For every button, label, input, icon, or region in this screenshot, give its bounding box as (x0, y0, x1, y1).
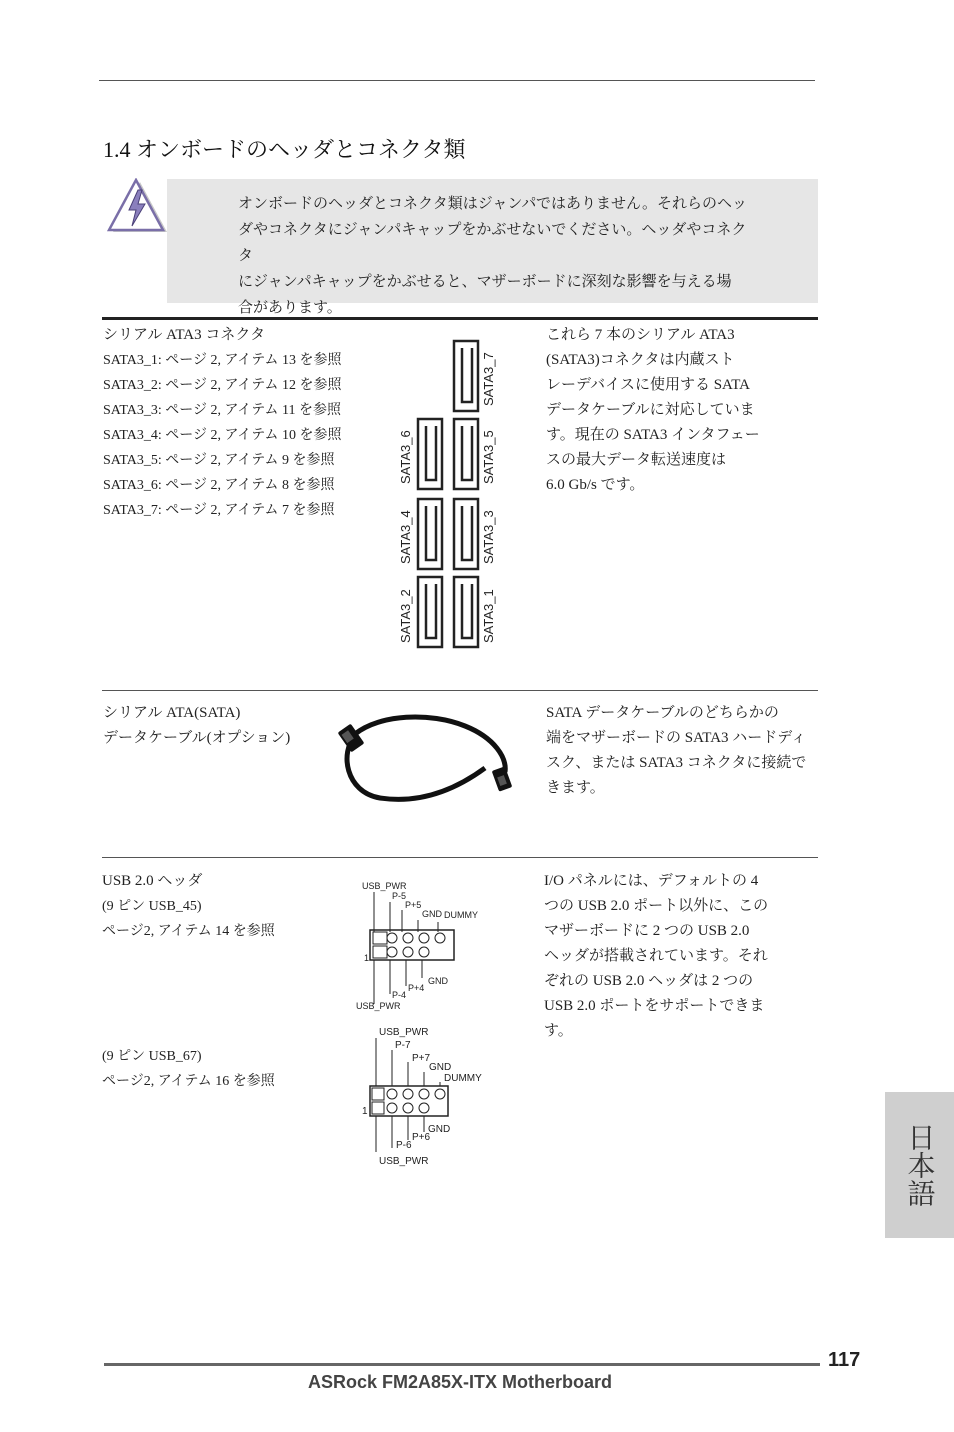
cable-description (546, 701, 806, 801)
usb-desc-line: ぞれの USB 2.0 ヘッダは 2 つの (544, 973, 754, 989)
warning-lightning-icon (107, 178, 169, 236)
sata-ref: SATA3_3: ページ 2, アイテム 11 を参照 (103, 403, 342, 418)
sata-section-rule (102, 317, 818, 320)
language-tab-label: 日本語 (903, 1123, 937, 1207)
warning-line: にジャンパキャップをかぶせると、マザーボードに深刻な影響を与える場 (238, 272, 732, 290)
usb67-ref: ページ2, アイテム 16 を参照 (102, 1074, 275, 1089)
cable-desc-line: SATA データケーブルのどちらかの (546, 705, 779, 721)
usb67-dummy: DUMMY (444, 1073, 482, 1084)
usb45-dummy: DUMMY (444, 910, 478, 920)
usb67-b-p-plus: P+6 (412, 1132, 431, 1143)
usb67-p-plus: P+7 (412, 1053, 431, 1064)
sata-cable-image (335, 712, 525, 804)
usb-desc-line: ヘッダが搭載されています。それ (544, 948, 768, 964)
sata-ref: SATA3_6: ページ 2, アイテム 8 を参照 (103, 478, 335, 493)
sata-label-4: SATA3_4 (398, 510, 413, 564)
usb-desc-line: す。 (544, 1023, 573, 1039)
usb45-b-pwr: USB_PWR (356, 1001, 401, 1011)
sata-ref-list (103, 323, 342, 523)
usb-desc-line: USB 2.0 ポートをサポートできま (544, 998, 765, 1014)
usb67-b-gnd: GND (428, 1124, 451, 1135)
cable-title-line: データケーブル(オプション) (103, 730, 291, 746)
footer-title: ASRock FM2A85X-ITX Motherboard (308, 1372, 613, 1392)
sata-desc-line: す。現在の SATA3 インタフェー (546, 427, 760, 443)
usb-refs-67 (102, 1044, 275, 1094)
usb67-gnd: GND (429, 1062, 452, 1073)
sata-desc-line: 6.0 Gb/s です。 (546, 477, 645, 493)
sata-ref: SATA3_2: ページ 2, アイテム 12 を参照 (103, 378, 342, 393)
sata-ref: SATA3_5: ページ 2, アイテム 9 を参照 (103, 453, 335, 468)
sata-label-1: SATA3_1 (481, 589, 496, 643)
sata-label-3: SATA3_3 (481, 510, 496, 564)
sata-connector-diagram (392, 336, 502, 654)
usb-refs-45 (102, 869, 275, 944)
usb45-top-pwr: USB_PWR (362, 881, 407, 891)
usb-desc-line: つの USB 2.0 ポート以外に、この (544, 898, 769, 914)
usb-desc-line: I/O パネルには、デフォルトの 4 (544, 873, 759, 889)
usb45-b-p-minus: P-4 (392, 990, 407, 1000)
warning-text (238, 190, 758, 320)
footer-rule (104, 1363, 820, 1366)
sata-ref: SATA3_4: ページ 2, アイテム 10 を参照 (103, 428, 342, 443)
sata-label-5: SATA3_5 (481, 430, 496, 484)
sata-label-7: SATA3_7 (481, 352, 496, 406)
sata-ref: SATA3_7: ページ 2, アイテム 7 を参照 (103, 503, 335, 518)
usb45-ref: ページ2, アイテム 14 を参照 (102, 924, 275, 939)
usb67-b-p-minus: P-6 (396, 1140, 412, 1151)
sata-title: シリアル ATA3 コネクタ (103, 327, 266, 343)
usb-description (544, 869, 768, 1044)
page-number: 117 (828, 1349, 861, 1371)
usb45-b-gnd: GND (428, 976, 448, 986)
warning-line: 合があります。 (238, 298, 342, 316)
usb45-p-minus: P-5 (392, 891, 407, 901)
cable-desc-line: スク、または SATA3 コネクタに接続で (546, 755, 807, 771)
usb67-b-pwr: USB_PWR (379, 1156, 429, 1167)
usb67-top-pwr: USB_PWR (379, 1027, 429, 1038)
cable-title (103, 701, 290, 751)
sata-desc-line: これら 7 本のシリアル ATA3 (546, 327, 735, 343)
sata-label-2: SATA3_2 (398, 589, 413, 643)
usb45-p-plus: P+5 (405, 900, 422, 910)
usb45-pins: (9 ピン USB_45) (102, 899, 202, 914)
usb67-pins: (9 ピン USB_67) (102, 1049, 202, 1064)
sata-desc-line: レーデバイスに使用する SATA (546, 377, 751, 393)
sata-desc-line: スの最大データ転送速度は (546, 452, 727, 468)
language-side-tab (885, 1092, 954, 1238)
cable-section-rule (102, 690, 818, 691)
usb45-gnd: GND (422, 909, 442, 919)
usb-desc-line: マザーボードに 2 つの USB 2.0 (544, 923, 750, 939)
usb-section-rule (102, 857, 818, 858)
usb45-b-p-plus: P+4 (408, 983, 425, 993)
sata-desc-line: (SATA3)コネクタは内蔵スト (546, 352, 735, 368)
sata-desc-line: データケーブルに対応していま (546, 402, 755, 418)
sata-ref: SATA3_1: ページ 2, アイテム 13 を参照 (103, 353, 342, 368)
cable-desc-line: きます。 (546, 780, 605, 796)
top-rule (99, 80, 815, 81)
usb67-p-minus: P-7 (395, 1040, 411, 1051)
usb67-pin1: 1 (362, 1106, 368, 1117)
usb45-header-diagram (352, 878, 492, 1014)
section-heading: 1.4 オンボードのヘッダとコネクタ類 (103, 137, 466, 162)
sata-label-6: SATA3_6 (398, 430, 413, 484)
usb-title: USB 2.0 ヘッダ (102, 873, 203, 889)
usb45-pin1: 1 (364, 953, 370, 963)
usb67-header-diagram (358, 1024, 498, 1168)
warning-line: ダやコネクタにジャンパキャップをかぶせないでください。ヘッダやコネクタ (238, 220, 747, 264)
cable-title-line: シリアル ATA(SATA) (103, 705, 241, 721)
warning-line: オンボードのヘッダとコネクタ類はジャンパではありません。それらのヘッ (238, 194, 747, 212)
cable-desc-line: 端をマザーボードの SATA3 ハードディ (546, 730, 807, 746)
sata-description (546, 323, 760, 498)
